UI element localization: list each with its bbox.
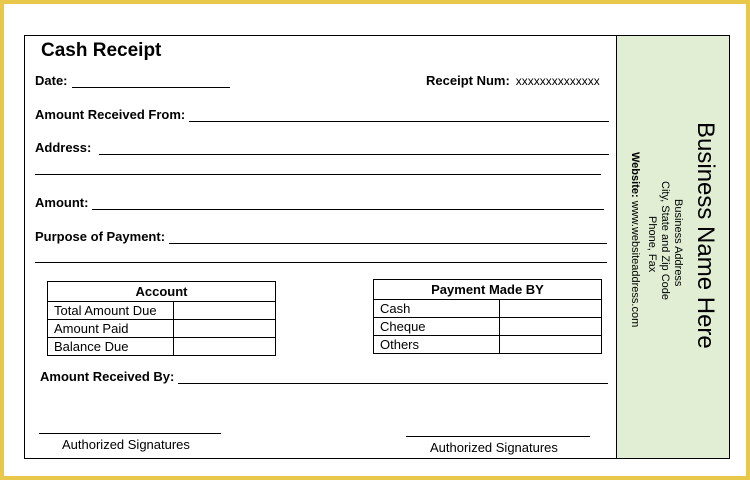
payment-table-header: Payment Made BY <box>374 280 602 300</box>
address-label: Address: <box>35 140 92 155</box>
amount-from-row <box>35 107 609 122</box>
amount-from-field[interactable] <box>189 112 609 122</box>
signature-label-left: Authorized Signatures <box>62 437 190 452</box>
amount-label: Amount: <box>35 195 89 210</box>
date-field[interactable] <box>72 78 230 88</box>
purpose-line-2[interactable] <box>35 262 607 263</box>
signature-line-left[interactable] <box>39 433 221 434</box>
receipt-num-label: Receipt Num: <box>426 73 510 88</box>
account-row-label: Balance Due <box>48 338 174 356</box>
date-row <box>35 73 230 88</box>
received-by-field[interactable] <box>178 374 608 384</box>
purpose-field[interactable] <box>169 234 607 244</box>
business-info-panel <box>617 36 729 458</box>
website-label: Website: <box>629 152 641 198</box>
address-line-2[interactable] <box>35 174 601 175</box>
account-table <box>47 281 276 356</box>
payment-value-cell[interactable] <box>500 300 602 318</box>
amount-from-label: Amount Received From: <box>35 107 186 122</box>
table-row <box>48 338 276 356</box>
signature-line-right[interactable] <box>406 436 590 437</box>
payment-value-cell[interactable] <box>500 336 602 354</box>
payment-row-label: Others <box>374 336 500 354</box>
business-phone: Phone, Fax <box>646 216 658 273</box>
signature-label-right: Authorized Signatures <box>430 440 558 455</box>
account-table-header: Account <box>48 282 276 302</box>
address-row <box>35 140 609 155</box>
business-city: City, State and Zip Code <box>659 181 671 301</box>
receipt-num-value: xxxxxxxxxxxxxx <box>515 74 600 88</box>
address-field[interactable] <box>99 145 609 155</box>
received-by-row <box>40 369 608 384</box>
purpose-row <box>35 229 607 244</box>
table-row <box>374 318 602 336</box>
date-label: Date: <box>35 73 68 88</box>
received-by-label: Amount Received By: <box>40 369 175 384</box>
account-row-label: Amount Paid <box>48 320 174 338</box>
receipt-title: Cash Receipt <box>41 40 162 61</box>
business-website <box>629 152 641 327</box>
receipt-main-area <box>25 36 617 458</box>
account-value-cell[interactable] <box>174 302 276 320</box>
business-name: Business Name Here <box>692 122 719 349</box>
amount-row <box>35 195 604 210</box>
purpose-label: Purpose of Payment: <box>35 229 166 244</box>
account-value-cell[interactable] <box>174 338 276 356</box>
amount-field[interactable] <box>92 200 604 210</box>
business-address: Business Address <box>672 199 684 287</box>
account-row-label: Total Amount Due <box>48 302 174 320</box>
table-row <box>48 302 276 320</box>
payment-value-cell[interactable] <box>500 318 602 336</box>
cash-receipt-form <box>24 35 730 459</box>
website-value[interactable]: www.websiteaddress.com <box>629 200 641 328</box>
payment-row-label: Cash <box>374 300 500 318</box>
table-row <box>374 336 602 354</box>
table-row <box>374 300 602 318</box>
table-row <box>48 320 276 338</box>
payment-row-label: Cheque <box>374 318 500 336</box>
account-value-cell[interactable] <box>174 320 276 338</box>
receipt-num <box>426 73 600 88</box>
payment-table <box>373 279 602 354</box>
page-sheet <box>4 4 746 476</box>
